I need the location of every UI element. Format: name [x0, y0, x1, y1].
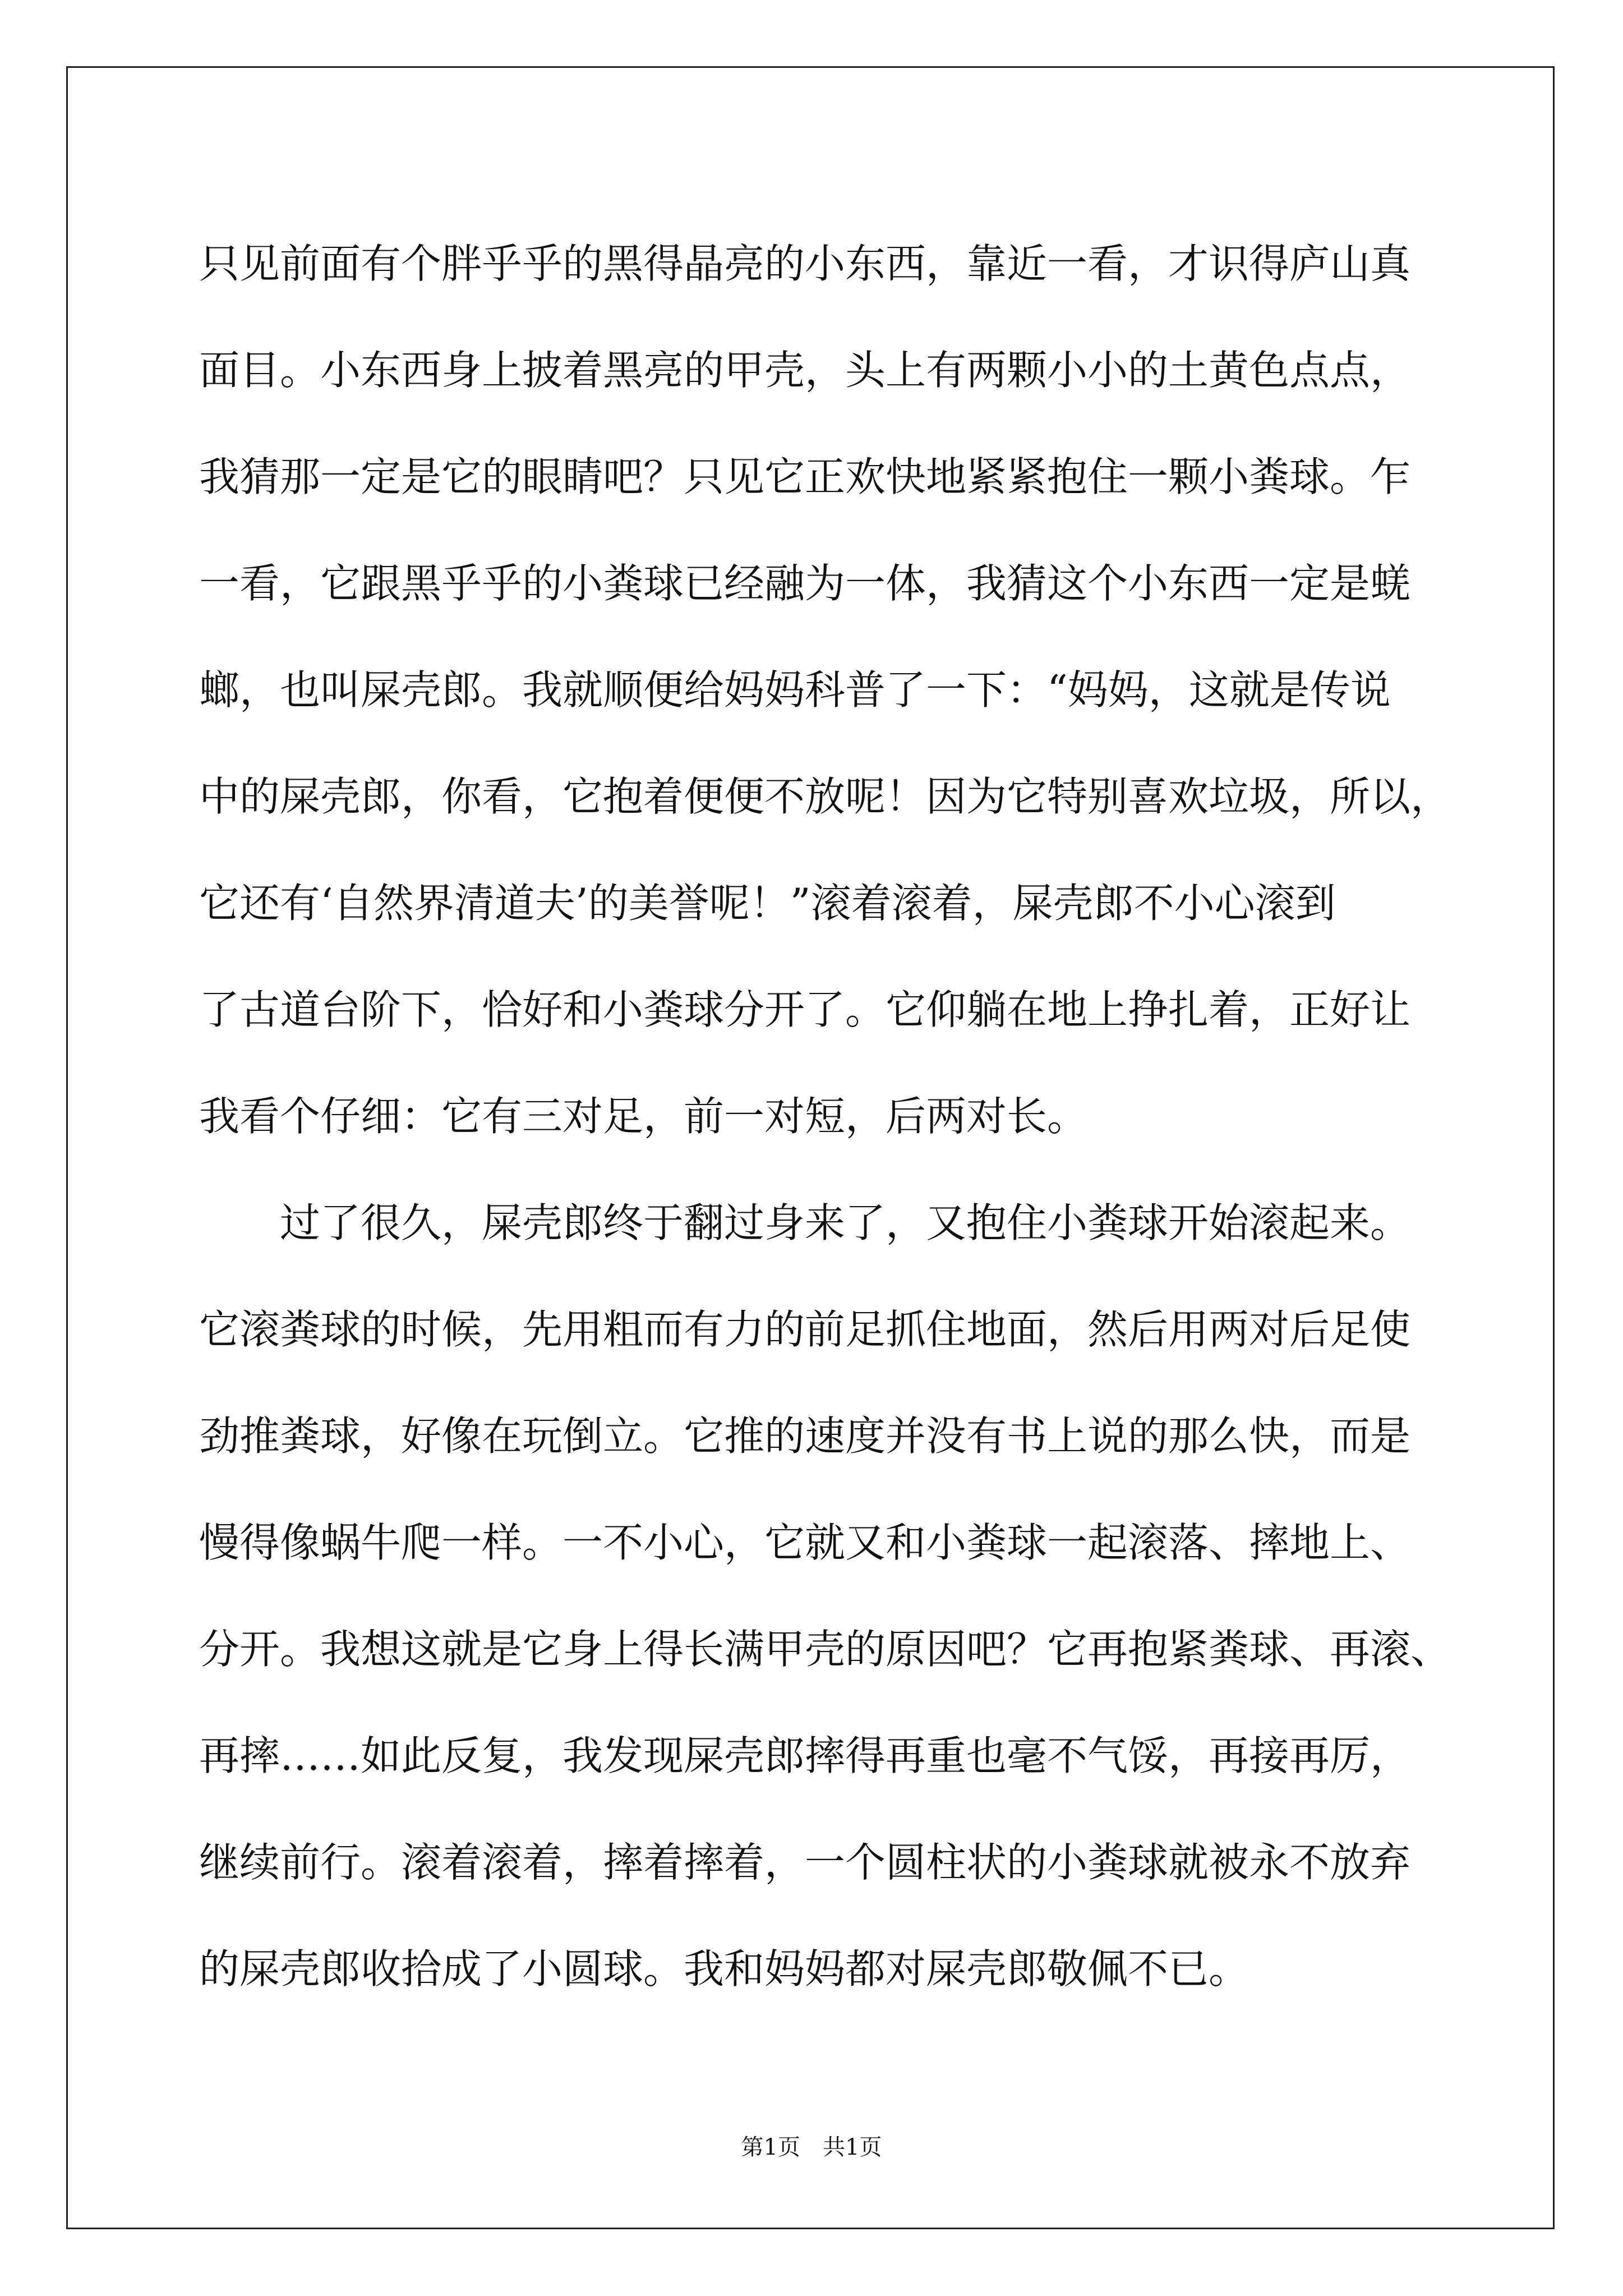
text-line-17: 的屎壳郎收拾成了小圆球。我和妈妈都对屎壳郎敬佩不已。	[199, 1945, 1249, 1993]
text-line-16: 继续前行。滚着滚着，摔着摔着，一个圆柱状的小粪球就被永不放弃	[199, 1839, 1411, 1886]
text-line-13: 慢得像蜗牛爬一样。一不小心，它就又和小粪球一起滚落、摔地上、	[199, 1519, 1411, 1566]
text-line-8: 了古道台阶下，恰好和小粪球分开了。它仰躺在地上挣扎着，正好让	[199, 986, 1411, 1033]
page-count: 共1页	[823, 2134, 882, 2160]
text-line-15: 再摔……如此反复，我发现屎壳郎摔得再重也毫不气馁，再接再厉，	[199, 1732, 1411, 1779]
text-line-10: 过了很久，屎壳郎终于翻过身来了，又抱住小粪球开始滚起来。	[280, 1199, 1411, 1246]
page-footer	[0, 2133, 1623, 2161]
document-body	[199, 210, 1451, 2022]
text-line-11: 它滚粪球的时候，先用粗而有力的前足抓住地面，然后用两对后足使	[199, 1306, 1411, 1353]
text-line-3: 我猜那一定是它的眼睛吧？只见它正欢快地紧紧抱住一颗小粪球。乍	[199, 453, 1411, 500]
page-number: 第1页	[741, 2134, 800, 2160]
text-line-6: 中的屎壳郎，你看，它抱着便便不放呢！因为它特别喜欢垃圾，所以，	[199, 773, 1451, 820]
text-line-12: 劲推粪球，好像在玩倒立。它推的速度并没有书上说的那么快，而是	[199, 1412, 1411, 1460]
text-line-5: 螂，也叫屎壳郎。我就顺便给妈妈科普了一下：“妈妈，这就是传说	[199, 666, 1391, 714]
text-line-2: 面目。小东西身上披着黑亮的甲壳，头上有两颗小小的土黄色点点，	[199, 347, 1411, 394]
text-line-9: 我看个仔细：它有三对足，前一对短，后两对长。	[199, 1093, 1088, 1140]
text-line-14: 分开。我想这就是它身上得长满甲壳的原因吧？它再抱紧粪球、再滚、	[199, 1626, 1451, 1673]
text-line-1: 只见前面有个胖乎乎的黑得晶亮的小东西，靠近一看，才识得庐山真	[199, 240, 1411, 287]
text-line-7: 它还有‘自然界清道夫’的美誉呢！”滚着滚着，屎壳郎不小心滚到	[199, 880, 1336, 927]
text-line-4: 一看，它跟黑乎乎的小粪球已经融为一体，我猜这个小东西一定是蜣	[199, 560, 1411, 607]
